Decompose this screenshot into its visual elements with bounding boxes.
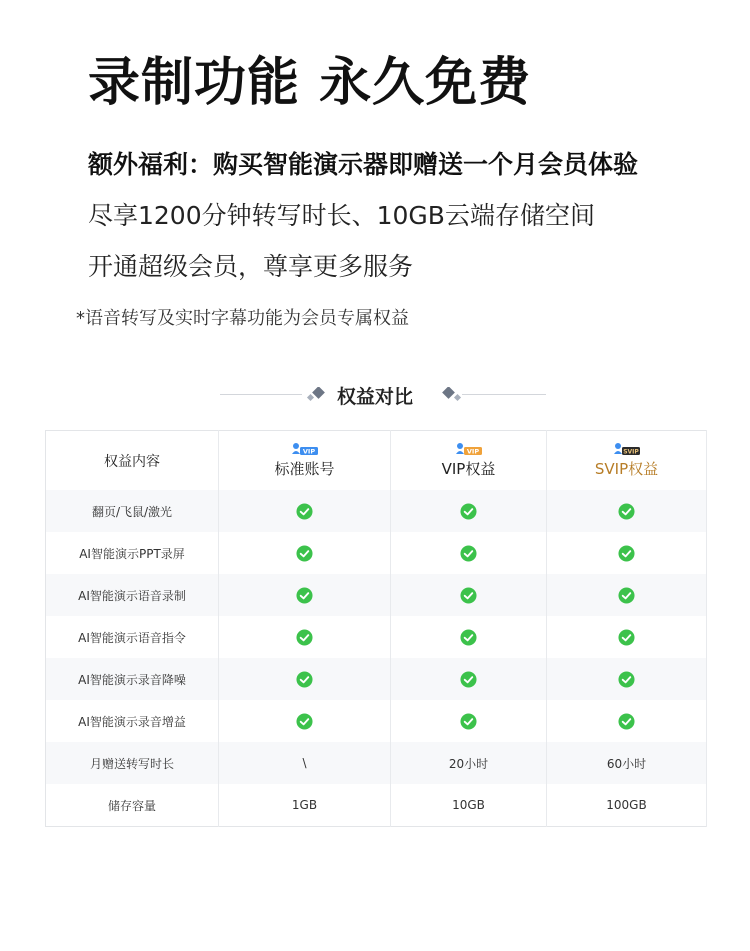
svg-text:VIP: VIP bbox=[302, 447, 315, 456]
benefit-upgrade: 开通超级会员，尊享更多服务 bbox=[88, 252, 414, 281]
value-cell bbox=[391, 574, 547, 616]
benefit-quota: 尽享1200分钟转写时长、10GB云端存储空间 bbox=[88, 201, 595, 230]
section-divider bbox=[0, 382, 750, 408]
value-cell: 100GB bbox=[547, 784, 707, 827]
table-row bbox=[46, 616, 707, 658]
column-label-vip: VIP权益 bbox=[441, 460, 496, 478]
feature-cell: AI智能演示语音录制 bbox=[46, 574, 219, 616]
check-circle-icon bbox=[460, 713, 477, 730]
column-label-svip: SVIP权益 bbox=[594, 460, 659, 478]
check-circle-icon bbox=[618, 629, 635, 646]
value-cell bbox=[547, 532, 707, 574]
diamond-ornament-icon bbox=[440, 387, 462, 403]
divider-line-right bbox=[462, 394, 546, 395]
vip-badge-icon bbox=[291, 442, 319, 456]
value-cell bbox=[219, 532, 391, 574]
value-cell: 20小时 bbox=[391, 742, 547, 784]
table-row bbox=[46, 490, 707, 532]
check-circle-icon bbox=[618, 587, 635, 604]
value-cell bbox=[547, 616, 707, 658]
headline: 录制功能 永久免费 bbox=[88, 53, 532, 113]
value-cell bbox=[391, 658, 547, 700]
section-title: 权益对比 bbox=[336, 386, 413, 408]
check-circle-icon bbox=[460, 671, 477, 688]
check-circle-icon bbox=[618, 671, 635, 688]
benefit-bonus: 额外福利：购买智能演示器即赠送一个月会员体验 bbox=[88, 150, 639, 179]
svg-text:SVIP: SVIP bbox=[622, 448, 639, 456]
value-cell bbox=[547, 574, 707, 616]
check-circle-icon bbox=[296, 545, 313, 562]
table-row bbox=[46, 658, 707, 700]
feature-column-header: 权益内容 bbox=[46, 431, 219, 491]
value-cell bbox=[547, 658, 707, 700]
value-cell: 1GB bbox=[219, 784, 391, 827]
svip-badge-icon bbox=[613, 442, 641, 456]
column-header-standard bbox=[219, 431, 391, 491]
value-cell: 10GB bbox=[391, 784, 547, 827]
feature-cell: AI智能演示录音降噪 bbox=[46, 658, 219, 700]
check-circle-icon bbox=[460, 629, 477, 646]
value-cell bbox=[391, 532, 547, 574]
member-footnote: *语音转写及实时字幕功能为会员专属权益 bbox=[76, 308, 409, 329]
check-circle-icon bbox=[618, 545, 635, 562]
value-cell bbox=[219, 490, 391, 532]
value-cell bbox=[547, 700, 707, 742]
vip-badge-icon bbox=[455, 442, 483, 456]
value-cell bbox=[219, 658, 391, 700]
column-header-svip bbox=[547, 431, 707, 491]
check-circle-icon bbox=[618, 713, 635, 730]
value-cell: 60小时 bbox=[547, 742, 707, 784]
value-cell bbox=[219, 574, 391, 616]
feature-cell: 月赠送转写时长 bbox=[46, 742, 219, 784]
check-circle-icon bbox=[296, 587, 313, 604]
check-circle-icon bbox=[296, 671, 313, 688]
check-circle-icon bbox=[460, 545, 477, 562]
table-row bbox=[46, 742, 707, 784]
value-cell bbox=[547, 490, 707, 532]
value-cell bbox=[219, 700, 391, 742]
value-cell bbox=[391, 490, 547, 532]
table-body bbox=[46, 490, 707, 827]
value-cell bbox=[219, 616, 391, 658]
table-row bbox=[46, 700, 707, 742]
check-circle-icon bbox=[460, 503, 477, 520]
check-circle-icon bbox=[296, 629, 313, 646]
value-cell bbox=[391, 616, 547, 658]
feature-cell: AI智能演示语音指令 bbox=[46, 616, 219, 658]
feature-cell: AI智能演示录音增益 bbox=[46, 700, 219, 742]
feature-cell: 储存容量 bbox=[46, 784, 219, 827]
value-cell bbox=[391, 700, 547, 742]
check-circle-icon bbox=[460, 587, 477, 604]
value-cell: \ bbox=[219, 742, 391, 784]
benefits-comparison-table bbox=[45, 430, 707, 827]
table-row bbox=[46, 784, 707, 827]
check-circle-icon bbox=[296, 713, 313, 730]
check-circle-icon bbox=[296, 503, 313, 520]
table-header-row bbox=[46, 431, 707, 491]
column-label-standard: 标准账号 bbox=[274, 460, 335, 478]
feature-cell: AI智能演示PPT录屏 bbox=[46, 532, 219, 574]
svg-text:VIP: VIP bbox=[466, 447, 479, 456]
check-circle-icon bbox=[618, 503, 635, 520]
feature-cell: 翻页/飞鼠/激光 bbox=[46, 490, 219, 532]
table-row bbox=[46, 574, 707, 616]
column-header-vip bbox=[391, 431, 547, 491]
table-row bbox=[46, 532, 707, 574]
